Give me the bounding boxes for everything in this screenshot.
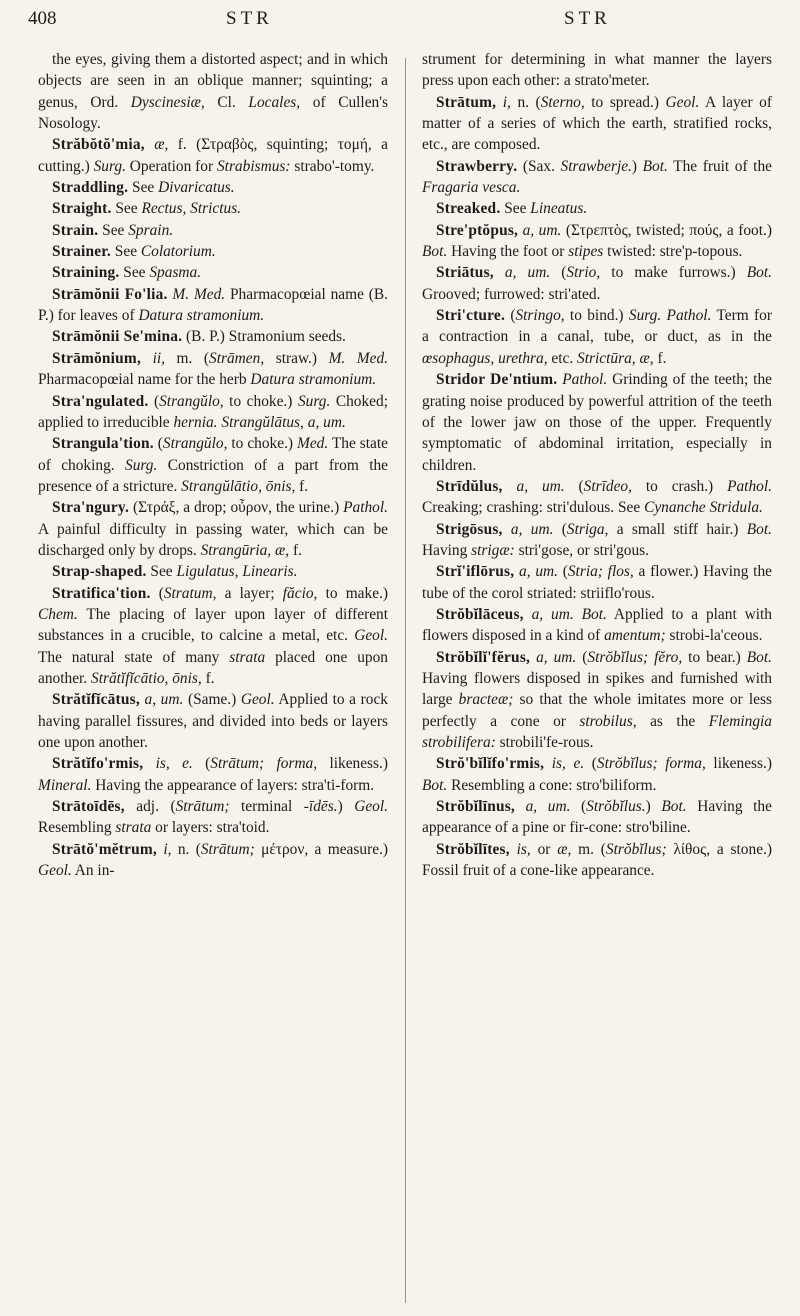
entry-text: (	[570, 798, 587, 816]
dictionary-entry	[38, 241, 388, 262]
entry-text: to make.)	[317, 584, 388, 602]
dictionary-entry	[422, 839, 772, 882]
entry-headword: Strŏbĭlĭ'fĕrus,	[436, 648, 531, 666]
entry-text: f.	[289, 541, 302, 559]
italic-text: Geol.	[354, 627, 388, 645]
dictionary-entry	[38, 433, 388, 497]
italic-text: Lineatus.	[530, 200, 588, 218]
entry-text	[515, 798, 526, 815]
entry-headword: Strigōsus,	[436, 520, 503, 538]
dictionary-entry	[422, 796, 772, 839]
entry-text: The state of choking.	[38, 435, 388, 474]
entry-text: to choke.)	[223, 392, 298, 410]
dictionary-entry	[38, 198, 388, 219]
italic-text: Strātum;	[200, 840, 255, 858]
dictionary-entry	[38, 262, 388, 283]
italic-text: Bot.	[642, 157, 668, 175]
running-head-right: STR	[564, 8, 611, 29]
entry-text: as the	[636, 712, 709, 730]
entry-text	[143, 755, 155, 772]
italic-text: bracteæ;	[458, 691, 514, 709]
entry-text	[145, 136, 154, 153]
italic-text: Bot.	[746, 520, 772, 538]
entry-text: f.	[653, 349, 667, 367]
italic-text: æ,	[557, 840, 572, 858]
entry-text: (	[584, 755, 597, 773]
entry-headword: Strainer.	[52, 243, 111, 261]
italic-text: Strangŭlo,	[162, 435, 228, 453]
italic-text: a, um.	[504, 264, 551, 282]
italic-text: Strio,	[566, 264, 601, 282]
italic-text: Bot.	[746, 648, 772, 666]
italic-text: Pathol.	[727, 477, 772, 495]
entry-text: to spread.)	[584, 93, 666, 111]
dictionary-entry	[422, 561, 772, 604]
dictionary-entry	[422, 519, 772, 562]
entry-text: likeness.)	[317, 755, 389, 773]
entry-text: (	[550, 264, 567, 282]
entry-text: twisted: stre'p-topous.	[603, 243, 743, 261]
entry-text: strobi-la'ceous.	[665, 627, 763, 645]
entry-text: f.	[201, 669, 215, 687]
italic-text: Bot.	[581, 605, 607, 623]
entry-text: placed one upon another.	[38, 648, 388, 687]
entry-headword: Stridor De'ntium.	[436, 371, 558, 389]
italic-text: Datura stramonium.	[250, 371, 377, 389]
italic-text: Med.	[297, 435, 329, 453]
italic-text: strobilus,	[579, 712, 637, 730]
italic-text: stipes	[568, 243, 604, 261]
dictionary-entry	[38, 348, 388, 391]
entry-text: Term for a contraction in a canal, tube, or duct, as in the	[422, 307, 772, 346]
entry-text	[503, 521, 511, 538]
dictionary-entry	[422, 156, 772, 199]
entry-headword: Strāmŏnium,	[52, 349, 141, 367]
italic-text: Locales,	[248, 93, 301, 111]
entry-text: μέτρον, a measure.)	[254, 840, 388, 858]
entry-text: Resembling	[38, 819, 116, 837]
italic-text: a, um.	[536, 648, 577, 666]
entry-headword: Stra'ngury.	[52, 499, 130, 517]
entry-text: strument for determining in what manner the layers press upon each other: a strato'meter.	[422, 51, 772, 90]
entry-text: λίθος, a stone.) Fossil fruit of a cone-like appearance.	[422, 840, 772, 880]
italic-text: Chem.	[38, 605, 78, 623]
dictionary-entry	[38, 220, 388, 241]
entry-text: )	[631, 157, 643, 175]
entry-text: straw.)	[264, 349, 329, 367]
italic-text: Bot.	[746, 264, 772, 282]
dictionary-entry	[38, 177, 388, 198]
entry-text: m. (	[164, 349, 210, 367]
italic-text: Geol.	[240, 691, 275, 709]
italic-text: Strangŭlo,	[159, 392, 224, 410]
entry-text	[141, 350, 153, 367]
italic-text: Strictūra, æ,	[577, 349, 654, 367]
italic-text: Divaricatus.	[158, 179, 235, 197]
dictionary-entry	[422, 262, 772, 305]
entry-text: so that the whole imitates more or less perfectly a cone or	[422, 691, 772, 730]
dictionary-entry	[38, 561, 388, 582]
italic-text: Strabismus:	[216, 157, 291, 175]
dictionary-entry	[422, 753, 772, 796]
running-header	[0, 0, 800, 40]
entry-text: n. (	[171, 840, 201, 858]
entry-text: See	[111, 200, 142, 218]
italic-text: făcio,	[282, 584, 318, 602]
entry-headword: Strātum,	[436, 93, 497, 111]
entry-headword: Strŏbĭlīnus,	[436, 798, 515, 816]
entry-text: n. (	[510, 93, 541, 111]
entry-headword: Strāmŏnii Fo'lia.	[52, 285, 168, 303]
dictionary-entry	[422, 220, 772, 263]
left-column	[38, 49, 388, 881]
entry-text: See	[500, 200, 531, 218]
dictionary-entry	[38, 796, 388, 839]
italic-text: Stria; flos,	[567, 563, 634, 581]
italic-text: strata	[229, 648, 266, 666]
entry-text	[503, 478, 517, 495]
italic-text: Dyscinesiæ,	[130, 93, 205, 111]
entry-text: See	[98, 221, 129, 239]
italic-text: Cynanche Stridula.	[644, 499, 763, 517]
entry-text: The fruit of the	[667, 157, 772, 175]
italic-text: Datura stramonium.	[138, 307, 265, 325]
entry-text: strabo'-tomy.	[290, 157, 375, 175]
entry-text: (	[564, 477, 584, 495]
italic-text: M. Med.	[328, 349, 388, 367]
dictionary-entry	[38, 49, 388, 134]
right-column	[422, 49, 772, 881]
entry-text: the eyes, giving them a distorted aspect; and in which objects are seen in an oblique manner; squinting; a genus, Ord.	[38, 51, 388, 111]
italic-text: a, um.	[531, 605, 574, 623]
entry-headword: Streaked.	[436, 200, 501, 218]
entry-text: Pharmacopœial name for the herb	[38, 371, 251, 389]
entry-text: to crash.)	[631, 477, 728, 495]
entry-text: (B. P.) Stramonium seeds.	[182, 328, 346, 346]
entry-text: See	[110, 243, 141, 261]
entry-text: See	[119, 264, 150, 282]
italic-text: Bot.	[422, 776, 448, 794]
italic-text: Strātum;	[175, 798, 230, 816]
entry-text: etc.	[547, 349, 578, 367]
entry-text: The placing of layer upon layer of different substances in a crucible, to calcine a metal, etc.	[38, 605, 388, 645]
entry-text	[510, 841, 517, 858]
italic-text: Bot.	[422, 243, 448, 261]
entry-text: Grooved; furrowed: stri'ated.	[422, 285, 601, 303]
italic-text: Bot.	[661, 798, 687, 816]
entry-text: (	[148, 392, 160, 410]
entry-headword: Strīdŭlus,	[436, 477, 503, 495]
entry-text: (	[557, 563, 568, 581]
entry-headword: Stre'ptŏpus,	[436, 221, 519, 239]
entry-text	[494, 264, 505, 281]
italic-text: a, um.	[519, 563, 558, 581]
dictionary-entry	[38, 326, 388, 347]
dictionary-entry	[422, 476, 772, 519]
italic-text: Strātum; forma,	[210, 755, 318, 773]
entry-text: or	[530, 840, 558, 858]
dictionary-entry	[422, 604, 772, 647]
entry-headword: Strain.	[52, 221, 99, 239]
entry-text: See	[128, 179, 159, 197]
entry-text: (Sax.	[517, 157, 561, 175]
italic-text: Pathol.	[562, 371, 608, 389]
italic-text: Sterno,	[540, 93, 585, 111]
entry-text: The natural state of many	[38, 648, 230, 666]
entry-text: a flower.) Having the tube of the corol striated: striiflo'rous.	[422, 563, 772, 602]
italic-text: Flemingia strobilifera:	[422, 712, 772, 751]
entry-headword: Stra'ngulated.	[52, 392, 149, 410]
italic-text: i,	[502, 93, 511, 111]
entry-text: Choked; applied to irreducible	[38, 392, 388, 431]
italic-text: hernia.	[173, 413, 218, 431]
dictionary-entry	[422, 305, 772, 369]
column-divider	[405, 58, 406, 1303]
entry-text: m. (	[571, 840, 606, 858]
italic-text: œsophagus, urethra,	[422, 349, 548, 367]
entry-headword: Strĭ'iflōrus,	[436, 563, 515, 581]
entry-text: Having the appearance of a pine or fir-cone: stro'biline.	[422, 798, 772, 837]
entry-text: )	[337, 798, 355, 816]
entry-text: Applied to a plant with flowers disposed in a kind of	[422, 605, 772, 645]
entry-text: Applied to a rock having parallel fissures, and divided into beds or layers one upon another.	[38, 691, 388, 751]
italic-text: Strangūria, æ,	[200, 541, 290, 559]
entry-text: Having the foot or	[447, 243, 569, 261]
entry-headword: Strŏbĭlītes,	[436, 840, 510, 858]
dictionary-entry	[422, 92, 772, 156]
entry-text: Having flowers disposed in spikes and furnished with large	[422, 669, 772, 709]
italic-text: æ,	[154, 136, 169, 154]
italic-text: Geol.	[38, 862, 72, 880]
italic-text: a, um.	[516, 477, 565, 495]
entry-headword: Stri'cture.	[436, 307, 506, 325]
entry-headword: Strawberry.	[436, 157, 518, 175]
italic-text: i,	[163, 840, 172, 858]
entry-text: Grinding of the teeth; the grating noise produced by powerful attrition of the teeth of the lower jaw on those of the upper. Frequently symptomatic of abdominal irritation, especially in children.	[422, 371, 772, 474]
italic-text: Surg.	[93, 157, 126, 175]
entry-text: (Same.)	[183, 691, 241, 709]
entry-text: terminal	[229, 798, 304, 816]
entry-text: adj. (	[124, 798, 176, 816]
entry-text: Cl.	[204, 93, 249, 111]
italic-text: Strīdeo,	[583, 477, 632, 495]
entry-text: of Cullen's Nosology.	[38, 93, 388, 133]
italic-text: amentum;	[604, 627, 666, 645]
entry-text: to bear.)	[682, 648, 747, 666]
dictionary-entry	[38, 134, 388, 177]
italic-text: Strangŭlātio, ōnis,	[181, 477, 296, 495]
entry-text: likeness.)	[705, 755, 772, 773]
italic-text: Spasma.	[149, 264, 202, 282]
italic-text: Strangŭlātus, a, um.	[221, 413, 346, 431]
dictionary-entry	[422, 198, 772, 219]
entry-text: (	[576, 648, 588, 666]
italic-text: a, um.	[522, 221, 562, 239]
entry-text: a small stiff hair.)	[608, 520, 747, 538]
italic-text: Fragaria vesca.	[422, 179, 521, 197]
entry-text: f.	[295, 477, 309, 495]
entry-text	[496, 94, 503, 111]
italic-text: Strawberje.	[560, 157, 632, 175]
entry-text: Having	[422, 541, 472, 559]
entry-text: Pharmacopœial name (B. P.) for leaves of	[38, 285, 388, 325]
entry-headword: Stratifica'tion.	[52, 584, 151, 602]
entry-text: (Στράξ, a drop; οὖρον, the urine.)	[129, 499, 344, 517]
entry-text: A layer of matter of a series of which the earth, stratified rocks, etc., are composed.	[422, 93, 772, 154]
entry-text	[524, 606, 532, 623]
dictionary-entry	[38, 284, 388, 327]
italic-text: Surg.	[297, 392, 331, 410]
entry-text: Constriction of a part from the presence of a stricture.	[38, 456, 388, 495]
italic-text: Strŏbĭlus;	[605, 840, 667, 858]
italic-text: Geol.	[665, 93, 700, 111]
entry-text: (	[150, 584, 164, 602]
italic-text: strigæ:	[471, 541, 515, 559]
italic-text: strata	[115, 819, 152, 837]
italic-text: Pathol.	[343, 499, 388, 517]
italic-text: Ligulatus, Linearis.	[176, 563, 298, 581]
italic-text: Geol.	[354, 798, 388, 816]
entry-text: (	[553, 520, 567, 538]
entry-headword: Strātoīdēs,	[52, 798, 125, 816]
italic-text: Stratum,	[163, 584, 217, 602]
italic-text: a, um.	[510, 520, 554, 538]
italic-text: -īdēs.	[303, 798, 338, 816]
entry-headword: Strap-shaped.	[52, 563, 147, 581]
dictionary-entry	[422, 369, 772, 476]
entry-text: (	[153, 435, 163, 453]
entry-text: strobili'fe-rous.	[495, 734, 594, 751]
dictionary-entry	[38, 753, 388, 796]
italic-text: M. Med.	[172, 285, 226, 303]
entry-headword: Strangula'tion.	[52, 435, 154, 453]
italic-text: ii,	[152, 349, 165, 367]
italic-text: Rectus, Strictus.	[141, 200, 242, 218]
entry-headword: Strāmŏnii Se'mina.	[52, 328, 183, 346]
entry-text: Creaking; crashing: stri'dulous. See	[422, 499, 645, 517]
entry-text: (	[505, 307, 516, 325]
italic-text: Strŏbĭlus; forma,	[596, 755, 706, 773]
italic-text: Surg. Pathol.	[628, 307, 712, 325]
italic-text: Surg.	[125, 456, 158, 474]
entry-headword: Strŏbĭlāceus,	[436, 605, 524, 623]
italic-text: Sprain.	[128, 221, 174, 239]
entry-text: Resembling a cone: stro'biliform.	[447, 776, 657, 794]
entry-text: stri'gose, or stri'gous.	[514, 541, 650, 559]
entry-headword: Strătĭfĭcātus,	[52, 691, 140, 709]
entry-text	[544, 755, 552, 772]
entry-text: A painful difficulty in passing water, which can be discharged only by drops.	[38, 520, 388, 559]
entry-headword: Străbŏtŏ'mia,	[52, 136, 145, 154]
entry-text: (Στρεπτὸς, twisted; πούς, a foot.)	[561, 221, 772, 239]
entry-headword: Straddling.	[52, 179, 129, 197]
entry-text: to make furrows.)	[600, 264, 747, 282]
italic-text: Strāmen,	[209, 349, 265, 367]
entry-headword: Strătĭfo'rmis,	[52, 755, 144, 773]
italic-text: Stringo,	[515, 307, 565, 325]
entry-text: to choke.)	[227, 435, 298, 453]
entry-headword: Strŏ'bĭlĭfo'rmis,	[436, 755, 545, 773]
entry-headword: Straight.	[52, 200, 112, 218]
entry-text: An in-	[71, 862, 115, 880]
entry-text: to bind.)	[564, 307, 629, 325]
dictionary-entry	[38, 497, 388, 561]
entry-headword: Straining.	[52, 264, 120, 282]
entry-text: f. (Στραβὸς, squinting; τομή, a cutting.)	[38, 136, 389, 175]
entry-text: Operation for	[125, 157, 217, 175]
italic-text: Striga,	[566, 520, 609, 538]
italic-text: is, e.	[155, 755, 193, 773]
entry-text: (	[192, 755, 211, 773]
dictionary-entry	[422, 49, 772, 92]
dictionary-entry	[38, 583, 388, 690]
dictionary-entry	[38, 689, 388, 753]
entry-text: See	[146, 563, 177, 581]
italic-text: is,	[516, 840, 531, 858]
entry-text: )	[645, 798, 662, 816]
italic-text: is, e.	[551, 755, 585, 773]
italic-text: Strŏbĭlus; fĕro,	[587, 648, 683, 666]
running-head-left: STR	[226, 8, 273, 29]
italic-text: Strŏbĭlus.	[586, 798, 646, 816]
entry-text: Having the appearance of layers: stra'ti-form.	[91, 776, 375, 794]
entry-text: or layers: stra'toid.	[151, 819, 270, 837]
page-number: 408	[28, 8, 57, 29]
italic-text: a, um.	[525, 798, 571, 816]
entry-headword: Strātŏ'mĕtrum,	[52, 840, 157, 858]
entry-headword: Striātus,	[436, 264, 494, 282]
dictionary-entry	[38, 391, 388, 434]
dictionary-entry	[422, 647, 772, 754]
entry-text	[574, 606, 582, 623]
entry-text: a layer;	[216, 584, 283, 602]
italic-text: a, um.	[144, 691, 184, 709]
italic-text: Colatorium.	[140, 243, 216, 261]
dictionary-entry	[38, 839, 388, 882]
italic-text: Strătĭfĭcātio, ōnis,	[91, 669, 202, 687]
italic-text: Mineral.	[38, 776, 92, 794]
